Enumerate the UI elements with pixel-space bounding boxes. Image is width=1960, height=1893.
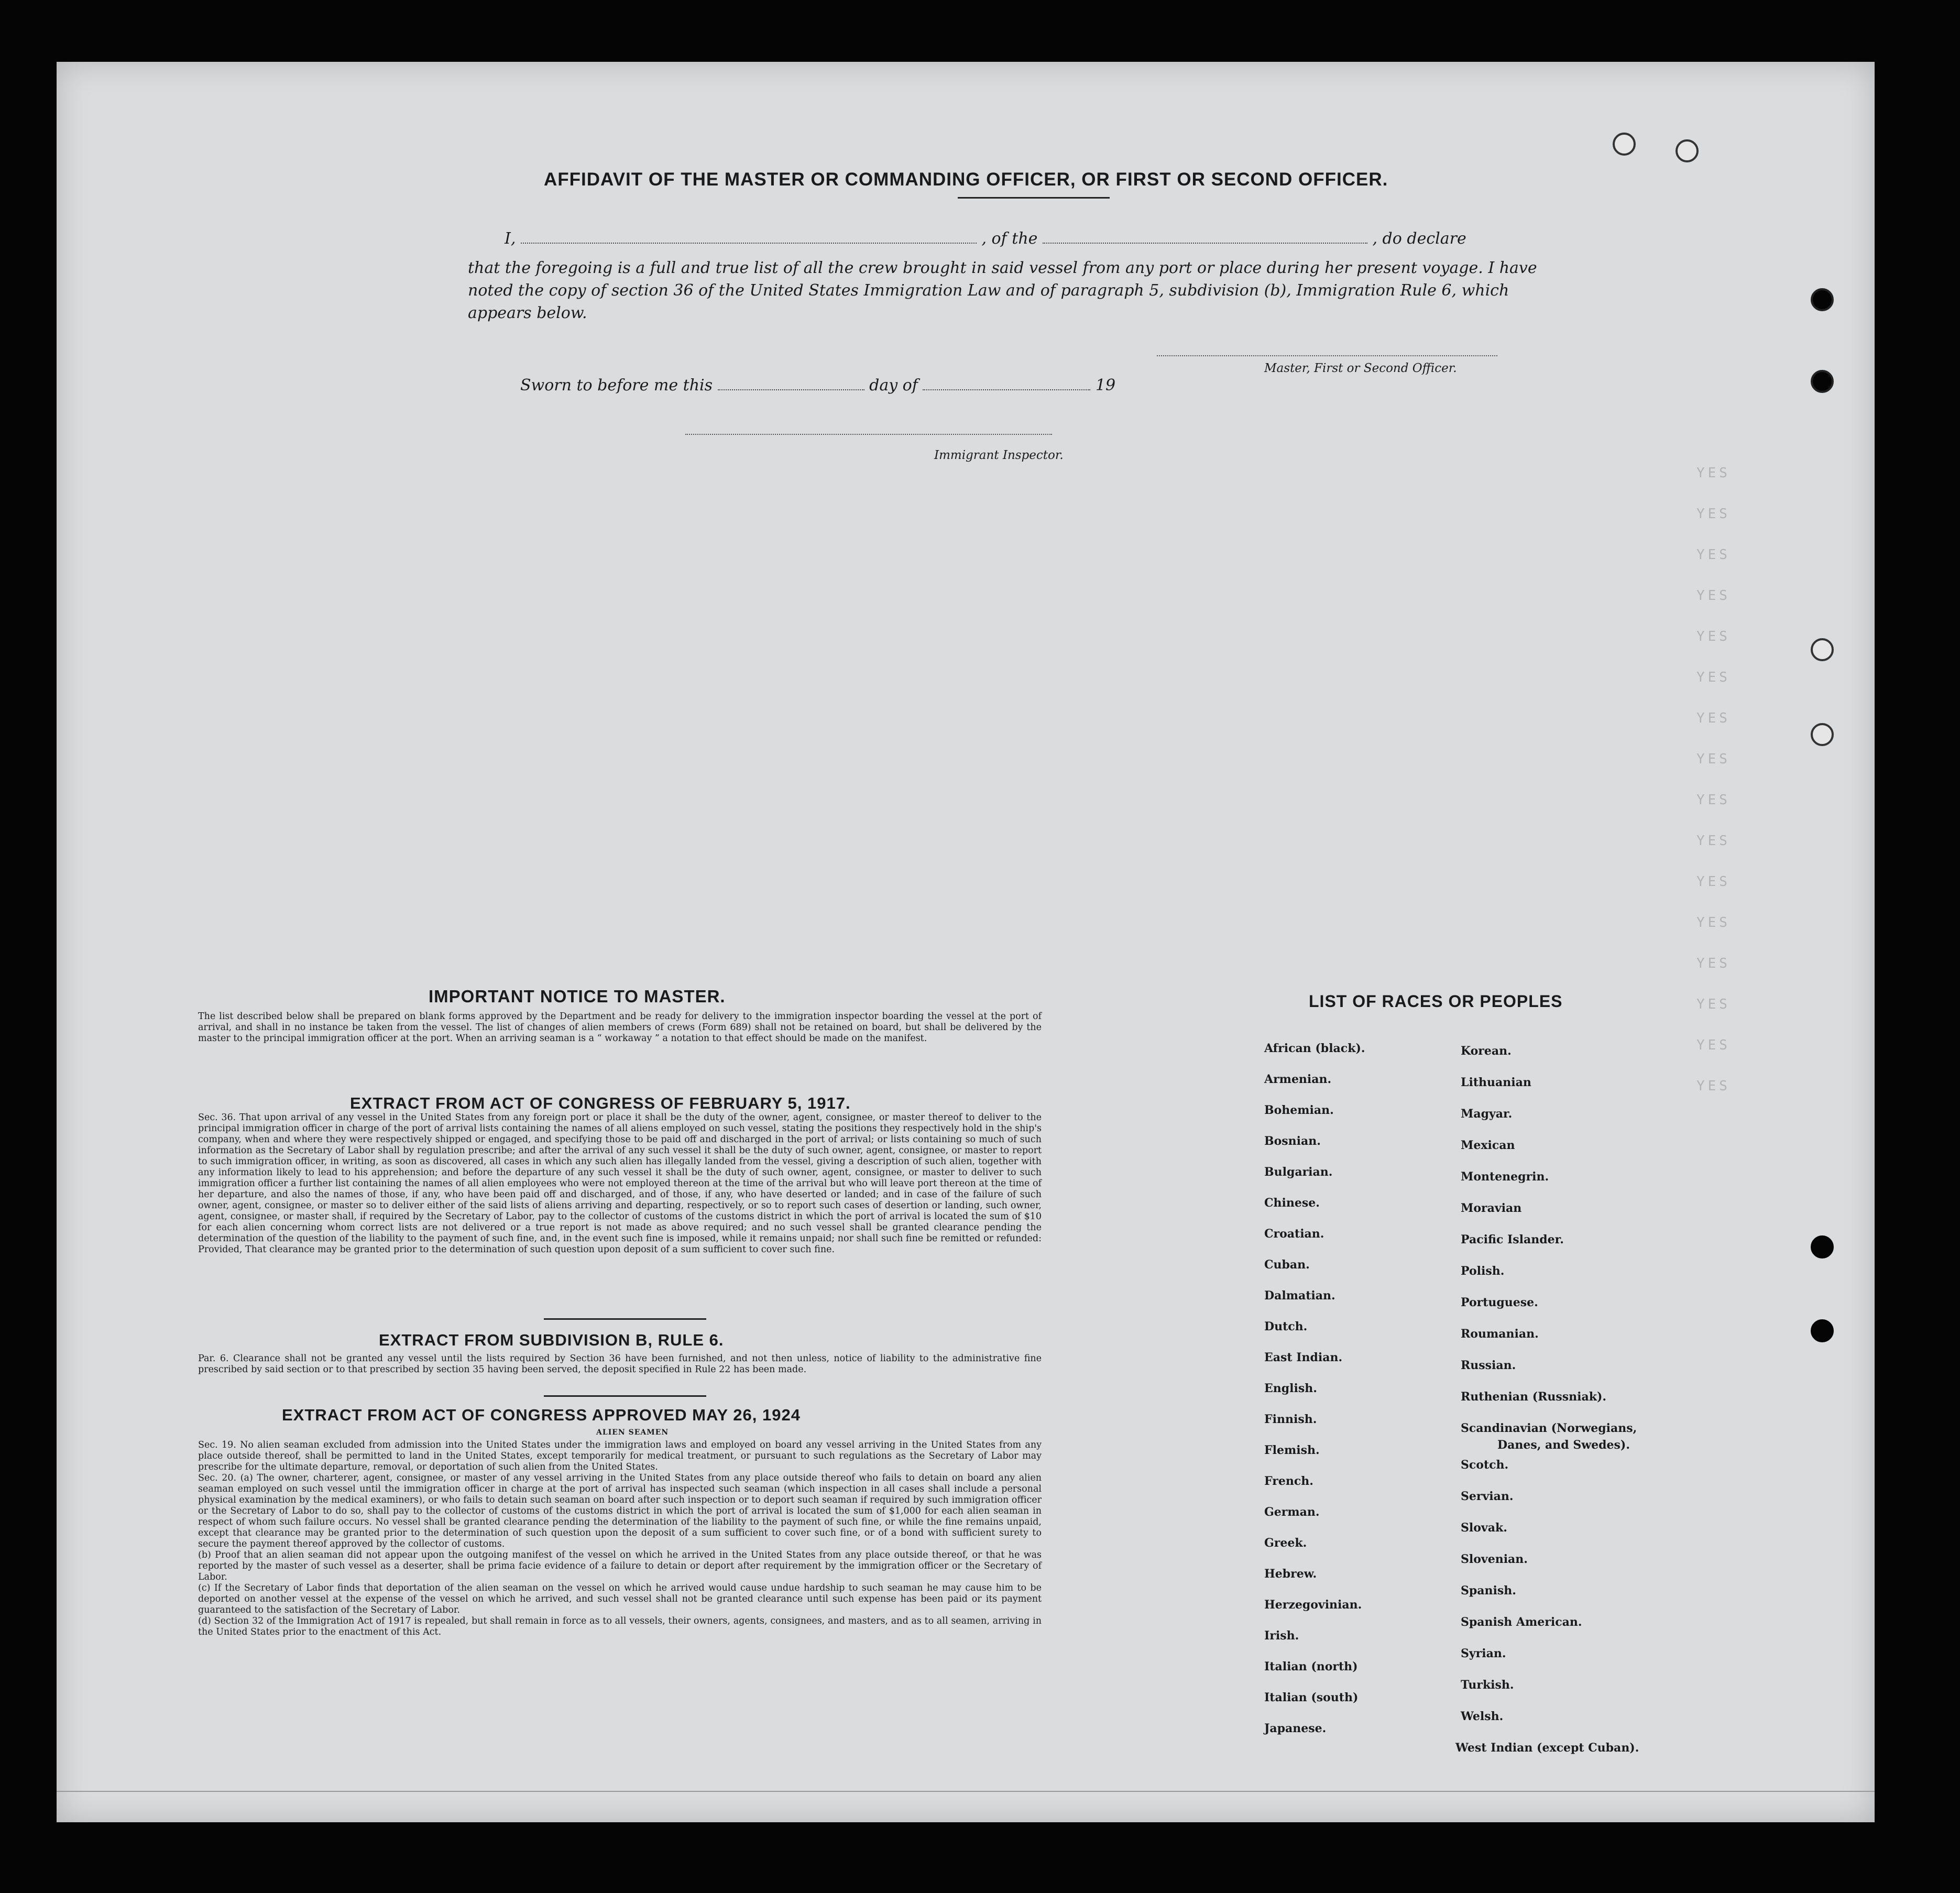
race-item: German. [1264,1505,1320,1519]
binder-hole-icon [1613,133,1636,156]
race-item: Italian (north) [1264,1660,1358,1673]
affidavit-body: that the foregoing is a full and true list of all the crew brought in said vessel from any port or place during her present voyage. I have noted the copy of section 36 of the United States Immigration Law and of paragraph 5, subdivision (b), Immigration Rule 6, which appears below. [468,259,1537,322]
race-item: Bohemian. [1264,1103,1334,1117]
of-the-label: , of the [981,229,1038,248]
act-1917-body: Sec. 36. That upon arrival of any vessel in the United States from any foreign port or place it shall be the duty of the owner, agent, consignee, or master thereof to deliver to the principal immigration officer in charge of the port of arrival lists containing the names of all aliens employed on such vessel, stating the positions they respectively hold in the ship's company, when and where they were respectively shipped or engaged, and specifying those to be paid off and discharged in the port of arrival; or lists containing so much of such information as the Secretary of Labor shall by regulation prescribe; and after the arrival of any such vessel it shall be the duty of such owner, agent, consignee, or master to report to such immigration officer, in writing, as soon as discovered, all cases in which any such alien has illegally landed from the vessel, giving a description of such alien, together with any information likely to lead to his apprehension; and before the departure of any such vessel it shall be the duty of such owner, agent, consignee, or master to deliver to such immigration officer a further list containing the names of all alien employees who were not employed thereon at the time of the arrival but who will leave port thereon at the time of her departure, and also the names of those, if any, who have been paid off and discharged, and of those, if any, who have deserted or landed; and in case of the failure of such owner, agent, consignee, or master so to deliver either of the said lists of aliens arriving and departing, respectively, or so to report such cases of desertion or landing, such owner, agent, consignee, or master shall, if required by the Secretary of Labor, pay to the collector of customs of the customs district in which the port of arrival is located the sum of $10 for each alien concerning whom correct lists are not delivered or a true report is not made as above required; and no such vessel shall be granted clearance pending the determination of the question of the liability to the payment of such fine, and, in the event such fine is imposed, while it remains unpaid; nor shall such fine be remitted or refunded: Provided, That clearance may be granted prior to the determination of such question upon deposit of a sum sufficient to cover such fine. [198,1112,1042,1255]
sec-19-paragraph: Sec. 19. No alien seaman excluded from admission into the United States under the immigration laws and employed on board any vessel arriving in the United States from any place outside thereof, shall be permitted to land in the United States, except temporarily for medical treatment, or pursuant to such regulations as the Secretary of Labor may prescribe for the ultimate departure, removal, or deportation of such alien from the United States. [198,1440,1042,1472]
race-item: Bulgarian. [1264,1165,1333,1179]
day-of-label: day of [869,376,918,395]
race-item: Italian (south) [1264,1691,1359,1704]
binder-hole-icon [1811,723,1834,746]
binder-hole-icon [1811,1319,1834,1342]
sworn-day-field[interactable] [718,389,864,390]
sworn-line [520,376,1254,395]
master-signature-label: Master, First or Second Officer. [1264,362,1457,375]
race-item: Herzegovinian. [1264,1598,1362,1612]
sworn-month-field[interactable] [923,389,1090,390]
race-item: Lithuanian [1461,1076,1531,1089]
race-item: Servian. [1461,1490,1514,1503]
affidavit-declaration-line [505,229,1552,248]
race-item: Ruthenian (Russniak). [1461,1390,1607,1404]
race-item: Roumanian. [1461,1327,1539,1341]
inspector-label: Immigrant Inspector. [934,448,1064,462]
sec-20b-paragraph: (b) Proof that an alien seaman did not appear upon the outgoing manifest of the vessel on which he arrived in the United States from any place outside thereof, or that he was reported by the master of such vessel as a deserter, shall be prima facie evidence of a failure to detain or deport after requirement by the immigration officer or the Secretary of Labor. [198,1550,1042,1582]
race-item: Welsh. [1461,1710,1504,1723]
title-rule [958,197,1110,199]
binder-hole-icon [1676,139,1699,162]
race-item: Danes, and Swedes). [1497,1438,1630,1452]
i-label: I, [505,229,516,248]
race-item: African (black). [1264,1042,1365,1055]
race-item: Spanish. [1461,1584,1516,1597]
race-item: Japanese. [1264,1722,1327,1735]
race-item: Slovenian. [1461,1552,1528,1566]
declarant-name-field[interactable] [521,243,977,244]
race-item: Dalmatian. [1264,1289,1335,1303]
race-item: Portuguese. [1461,1296,1538,1309]
races-title: LIST OF RACES OR PEOPLES [1309,992,1563,1011]
race-item: Irish. [1264,1629,1299,1643]
race-item: Spanish American. [1461,1615,1582,1629]
race-item: Moravian [1461,1201,1522,1215]
section-divider [544,1395,706,1397]
race-item: Polish. [1461,1264,1505,1278]
sec-20c-paragraph: (c) If the Secretary of Labor finds that deportation of the alien seaman on the vessel on which he arrived would cause undue hardship to such seaman he may cause him to be deported on another vessel at the expense of the vessel on which he arrived, and such vessel shall not be granted clearance until such expense has been paid or its payment guaranteed to the satisfaction of the Secretary of Labor. [198,1583,1042,1615]
race-item: Mexican [1461,1139,1515,1152]
race-item: English. [1264,1382,1317,1395]
declare-label: , do declare [1372,229,1466,248]
rule-6-body: Par. 6. Clearance shall not be granted any vessel until the lists required by Section 36 have been furnished, and not then unless, notice of liability to the administrative fine prescribed by said section or to that prescribed by section 35 having been served, the deposit specified in Rule 22 has been made. [198,1353,1042,1375]
binder-hole-icon [1811,370,1834,393]
race-item: Scandinavian (Norwegians, [1461,1421,1637,1435]
race-item: Flemish. [1264,1443,1320,1457]
race-item: Chinese. [1264,1196,1320,1210]
race-item: Cuban. [1264,1258,1310,1272]
rule-6-title: EXTRACT FROM SUBDIVISION B, RULE 6. [379,1331,724,1349]
act-1924-subtitle: ALIEN SEAMEN [596,1428,669,1437]
bleed-through-column: YES YES YES YES YES YES YES YES YES YES YES YES YES YES YES YES [1696,465,1731,1094]
document-page [57,62,1875,1822]
race-item: Syrian. [1461,1647,1506,1660]
race-item: Russian. [1461,1359,1516,1372]
section-divider [544,1318,706,1320]
act-1924-body [198,1440,1042,1638]
race-item: Croatian. [1264,1227,1324,1241]
binder-hole-icon [1811,288,1834,311]
race-item: Dutch. [1264,1320,1308,1333]
race-item: Hebrew. [1264,1567,1317,1581]
notice-title: IMPORTANT NOTICE TO MASTER. [429,987,726,1006]
race-item: Finnish. [1264,1413,1317,1426]
race-item: French. [1264,1474,1313,1488]
race-item: Armenian. [1264,1073,1332,1086]
race-item: Scotch. [1461,1458,1509,1472]
sworn-label: Sworn to before me this [520,376,713,395]
race-item: East Indian. [1264,1351,1343,1364]
sec-20d-paragraph: (d) Section 32 of the Immigration Act of 1917 is repealed, but shall remain in force as to all vessels, their owners, agents, consignees, and masters, and as to all seamen, arriving in the United States prior to the enactment of this Act. [198,1616,1042,1637]
affidavit-title: AFFIDAVIT OF THE MASTER OR COMMANDING OFFICER, OR FIRST OR SECOND OFFICER. [544,169,1388,190]
act-1924-title: EXTRACT FROM ACT OF CONGRESS APPROVED MAY 26, 1924 [282,1406,801,1424]
year-label: 19 [1095,376,1116,395]
race-item: Montenegrin. [1461,1170,1549,1184]
race-item: Bosnian. [1264,1134,1321,1148]
binder-hole-icon [1811,638,1834,661]
master-signature-line[interactable] [1157,355,1497,356]
race-item: Slovak. [1461,1521,1507,1535]
race-item: Pacific Islander. [1461,1233,1564,1246]
inspector-signature-line[interactable] [685,434,1052,435]
act-1917-title: EXTRACT FROM ACT OF CONGRESS OF FEBRUARY 5, 1917. [350,1094,851,1112]
binder-hole-icon [1811,1235,1834,1259]
race-item: Turkish. [1461,1678,1514,1692]
page-edge-line [57,1791,1875,1792]
race-item: Magyar. [1461,1107,1513,1121]
notice-body: The list described below shall be prepared on blank forms approved by the Department and be ready for delivery to the immigration inspector boarding the vessel at the port of arrival, and shall in no instance be taken from the vessel. The list of changes of alien members of crews (Form 689) shall not be retained on board, but shall be delivered by the master to the principal immigration officer at the port. When an arriving seaman is a “ workaway ” a notation to that effect should be made on the manifest. [198,1011,1042,1044]
race-item: Greek. [1264,1536,1307,1550]
race-item: West Indian (except Cuban). [1455,1741,1639,1755]
vessel-name-field[interactable] [1043,243,1367,244]
sec-20a-paragraph: Sec. 20. (a) The owner, charterer, agent, consignee, or master of any vessel arriving in the United States from any place outside thereof who fails to detain on board any alien seaman employed on such vessel until the immigration officer in charge at the port of arrival has inspected such seaman (which inspection in all cases shall include a personal physical examination by the medical examiners), or who fails to detain such seaman on board after such inspection or to deport such seaman if required by such immigration officer or the Secretary of Labor to do so, shall pay to the collector of customs of the customs district in which the port of arrival is located the sum of $1,000 for each alien seaman in respect of whom such failure occurs. No vessel shall be granted clearance pending the determination of the liability to the payment of such fine, or while the fine remains unpaid, except that clearance may be granted prior to the determination of such question upon the deposit of a sum sufficient to cover such fine, or of a bond with sufficient surety to secure the payment thereof approved by the collector of customs. [198,1473,1042,1549]
race-item: Korean. [1461,1044,1512,1058]
